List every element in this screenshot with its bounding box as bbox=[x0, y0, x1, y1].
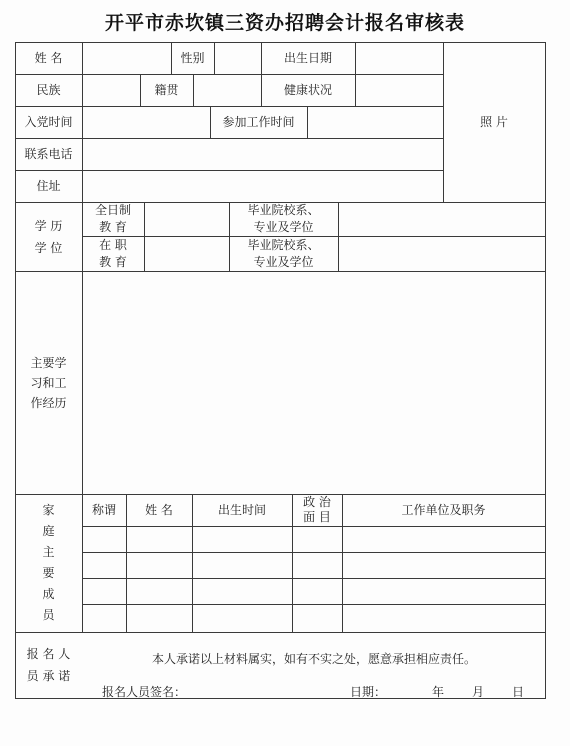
label-month: 月 bbox=[472, 685, 485, 699]
family-row[interactable] bbox=[82, 578, 545, 604]
label-promise: 报 名 人 员 承 诺 bbox=[26, 647, 71, 683]
inservice-degree-field[interactable] bbox=[144, 236, 229, 271]
label-education: 学 历 学 位 bbox=[34, 218, 63, 255]
fulltime-school-field[interactable] bbox=[338, 202, 545, 236]
family-row[interactable] bbox=[82, 526, 545, 552]
address-field[interactable] bbox=[82, 170, 443, 202]
gender-field[interactable] bbox=[214, 42, 261, 74]
phone-field[interactable] bbox=[82, 138, 443, 170]
party-date-field[interactable] bbox=[82, 106, 210, 138]
experience-field[interactable] bbox=[82, 271, 545, 494]
health-field[interactable] bbox=[355, 74, 443, 106]
label-birth-date: 出生日期 bbox=[283, 50, 332, 65]
border-bottom bbox=[15, 698, 546, 699]
work-start-field[interactable] bbox=[307, 106, 443, 138]
name-field[interactable] bbox=[82, 42, 171, 74]
label-address: 住址 bbox=[36, 178, 61, 193]
promise-text: 本人承诺以上材料属实，如有不实之处，愿意承担相应责任。 bbox=[151, 652, 476, 666]
family-row[interactable] bbox=[82, 552, 545, 578]
birth-date-field[interactable] bbox=[355, 42, 443, 74]
label-gender: 性别 bbox=[180, 50, 205, 65]
label-phone: 联系电话 bbox=[24, 146, 73, 161]
label-day: 日 bbox=[512, 685, 525, 699]
family-row[interactable] bbox=[82, 604, 545, 632]
label-name: 姓 名 bbox=[34, 50, 63, 65]
col-relation: 称谓 bbox=[91, 502, 116, 517]
label-ethnicity: 民族 bbox=[36, 82, 61, 97]
border-right bbox=[545, 42, 546, 699]
col-work: 工作单位及职务 bbox=[401, 502, 486, 517]
label-school-major-1: 毕业院校系、 专业及学位 bbox=[247, 203, 320, 234]
label-family: 家 庭 主 要 成 员 bbox=[42, 503, 55, 622]
label-experience: 主要学 习和工 作经历 bbox=[30, 355, 67, 410]
form-title: 开平市赤坎镇三资办招聘会计报名审核表 bbox=[104, 12, 465, 34]
ethnicity-field[interactable] bbox=[82, 74, 140, 106]
col-politics: 政 治 面 目 bbox=[303, 495, 331, 524]
label-party-date: 入党时间 bbox=[24, 114, 73, 129]
label-date: 日期： bbox=[350, 685, 387, 699]
label-photo: 照 片 bbox=[480, 114, 508, 129]
label-work-start: 参加工作时间 bbox=[222, 114, 295, 129]
label-inservice: 在 职 教 育 bbox=[99, 237, 127, 269]
label-health: 健康状况 bbox=[283, 82, 332, 97]
label-year: 年 bbox=[432, 685, 445, 699]
rule bbox=[15, 632, 546, 633]
fulltime-degree-field[interactable] bbox=[144, 202, 229, 236]
col-name: 姓 名 bbox=[145, 502, 173, 517]
label-fulltime: 全日制 教 育 bbox=[94, 203, 131, 234]
col-birth: 出生时间 bbox=[217, 502, 266, 517]
native-place-field[interactable] bbox=[193, 74, 261, 106]
label-native-place: 籍贯 bbox=[154, 82, 179, 97]
inservice-school-field[interactable] bbox=[338, 236, 545, 271]
label-school-major-2: 毕业院校系、 专业及学位 bbox=[247, 237, 320, 269]
label-signature: 报名人员签名： bbox=[102, 685, 187, 699]
